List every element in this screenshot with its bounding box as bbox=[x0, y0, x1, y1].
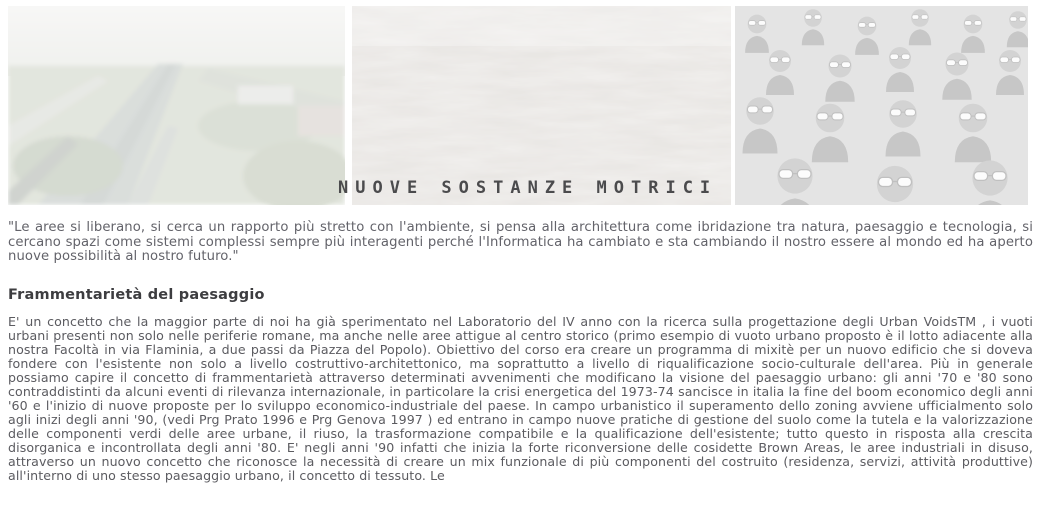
page-title: NUOVE SOSTANZE MOTRICI bbox=[338, 178, 718, 198]
tangled-fiber-texture-photo bbox=[352, 6, 731, 205]
3d-glasses-cinema-audience-photo bbox=[735, 6, 1028, 205]
aerial-river-cityscape-photo bbox=[8, 6, 345, 205]
section-body-paragraph: E' un concetto che la maggior parte di noi ha già sperimentato nel Laboratorio del IV anno con la ricerca sulla progettazione degli Urban VoidsTM , i vuoti urbani presenti non solo nelle periferie romane, ma anche nelle aree attigue al centro storico (primo esempio di vuoto urbano proposto è il lotto adiacente alla nostra Facoltà in via Flaminia, a due passi da Piazza del Popolo). Obiettivo del corso era creare un programma di mixitè per un nuovo edificio che si doveva fondere con l'esistente non solo a livello costruttivo-architettonico, ma soprattutto a livello di riqualificazione socio-culturale dell'area. Più in generale possiamo capire il concetto di frammentarietà attraverso determinati avvenimenti che modificano la visione del paesaggio urbano: gli anni '70 e '80 sono contraddistinti da alcuni eventi di rilevanza internazionale, in particolare la crisi energetica del 1973-74 sancisce in italia la fine del boom economico degli anni '60 e l'inizio di nuove proposte per lo sviluppo economico-industriale del paese. In campo urbanistico il superamento dello zoning avviene ufficialmento solo agli inizi degli anni '90, (vedi Prg Prato 1996 e Prg Genova 1997 ) ed entrano in campo nuove pratiche di gestione del suolo come la tutela e la valorizzazione delle componenti verdi delle aree urbane, il riuso, la trasformazione compatibile e la qualificazione dell'esistente; tutto questo in risposta alla crescita disorganica e incontrollata degli anni '80. E' negli anni '90 infatti che inizia la forte riconversione delle cosidette Brown Areas, le aree industriali in disuso, attraverso un nuovo concetto che riconosce la necessità di creare un mix funzionale di più componenti del costruito (residenza, servizi, attività produttive) all'interno di uno stesso paesaggio urbano, il concetto di tessuto. Le bbox=[8, 313, 1033, 483]
header-image-strip bbox=[0, 6, 1041, 205]
intro-quote: "Le aree si liberano, si cerca un rapporto più stretto con l'ambiente, si pensa alla architettura come ibridazione tra natura, paesaggio e tecnologia, si cercano spazi come sistemi complessi sempre più interagenti perché l'Informatica ha cambiato e sta cambiando il nostro essere al mondo ed ha aperto nuove possibilità al nostro futuro." bbox=[8, 220, 1033, 264]
section-heading: Frammentarietà del paesaggio bbox=[8, 286, 265, 303]
content-area bbox=[0, 213, 1041, 483]
